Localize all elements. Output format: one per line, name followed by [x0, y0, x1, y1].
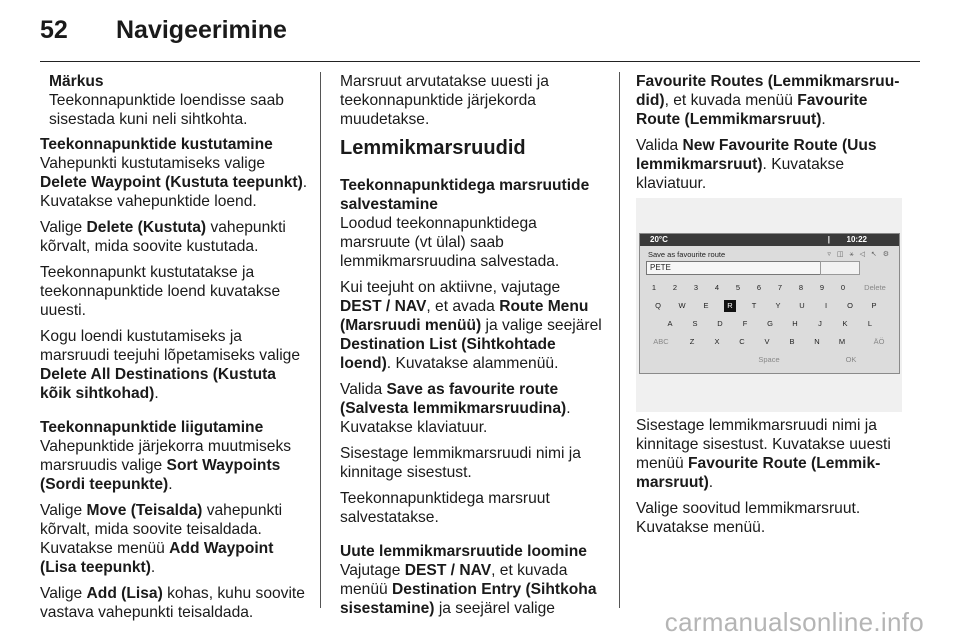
key-7[interactable]: 7: [777, 283, 783, 292]
keyboard-row-z: [640, 336, 899, 348]
paragraph: Teekonnapunkt kustutatakse ja teekonnapunktide loend kuvatakse uuesti.: [40, 264, 281, 319]
paragraph: Teekonnapunktidega marsruut salvestatakse.: [340, 490, 550, 526]
key-w[interactable]: W: [678, 301, 686, 310]
key-äö[interactable]: ÄÖ: [873, 337, 885, 346]
infotainment-display: [639, 233, 900, 374]
key-z[interactable]: Z: [689, 337, 695, 346]
header-rule: [40, 61, 920, 62]
key-space[interactable]: Space: [758, 355, 780, 364]
key-q[interactable]: Q: [655, 301, 661, 310]
section-heading: Uute lemmikmarsruutide loomine: [340, 543, 587, 560]
temperature: 20°C: [650, 235, 668, 244]
key-k[interactable]: K: [842, 319, 848, 328]
key-p[interactable]: P: [871, 301, 877, 310]
paragraph: Marsruut arvutatakse uuesti ja teekonnapunktide järjekorda muudetakse.: [340, 73, 549, 128]
paragraph: Valige Move (Teisalda) vahepunkti kõrvalt, mida soovite teisaldada. Kuvatakse menüü Add Waypoint (Lisa teepunkt).: [40, 502, 283, 576]
input-aux-box: [820, 261, 860, 275]
key-o[interactable]: O: [847, 301, 853, 310]
key-l[interactable]: L: [867, 319, 873, 328]
key-s[interactable]: S: [692, 319, 698, 328]
key-delete[interactable]: Delete: [864, 283, 886, 292]
key-5[interactable]: 5: [735, 283, 741, 292]
column-1: [40, 72, 308, 629]
keyboard-row-digits: [640, 282, 899, 294]
key-b[interactable]: B: [789, 337, 795, 346]
key-3[interactable]: 3: [693, 283, 699, 292]
key-d[interactable]: D: [717, 319, 723, 328]
key-f[interactable]: F: [742, 319, 748, 328]
paragraph: Vajutage DEST / NAV, et kuvada menüü Destination Entry (Sihtkoha sisestamine) ja seejärel valige: [340, 562, 597, 617]
key-n[interactable]: N: [814, 337, 820, 346]
status-bar: [640, 234, 899, 246]
column-divider: [619, 72, 620, 608]
key-0[interactable]: 0: [840, 283, 846, 292]
key-h[interactable]: H: [792, 319, 798, 328]
key-g[interactable]: G: [767, 319, 773, 328]
page-title: Navigeerimine: [116, 16, 287, 44]
section-heading: Teekonnapunktide kustutamine: [40, 136, 273, 153]
paragraph: Valige soovitud lemmikmarsruut. Kuvatakse menüü.: [636, 500, 861, 536]
paragraph: Valige Delete (Kustuta) vahepunkti kõrvalt, mida soovite kustutada.: [40, 219, 286, 255]
key-9[interactable]: 9: [819, 283, 825, 292]
watermark: carmanualsonline.info: [664, 607, 924, 637]
name-input[interactable]: PETE: [646, 261, 821, 275]
key-i[interactable]: I: [824, 301, 828, 310]
status-separator: |: [827, 235, 830, 244]
key-6[interactable]: 6: [756, 283, 762, 292]
section-title: Lemmikmarsruudid: [340, 137, 526, 159]
section-heading: Teekonnapunktidega marsruutide salvestamine: [340, 177, 590, 213]
key-v[interactable]: V: [764, 337, 770, 346]
column-divider: [320, 72, 321, 608]
note-box: [40, 72, 308, 129]
paragraph: Valida Save as favourite route (Salvesta lemmikmarsruudina). Kuvatakse klaviatuur.: [340, 381, 571, 436]
paragraph: Favourite Routes (Lemmikmarsruu-did), et kuvada menüü Favourite Route (Lemmikmarsruut).: [636, 73, 900, 128]
key-r[interactable]: R: [724, 300, 736, 312]
page-header: [40, 16, 287, 45]
key-c[interactable]: C: [739, 337, 745, 346]
key-m[interactable]: M: [838, 337, 846, 346]
paragraph: Sisestage lemmikmarsruudi nimi ja kinnitage sisestust. Kuvatakse uuesti menüü Favourite Route (Lemmik-marsruut).: [636, 417, 891, 491]
keyboard-row-space: [640, 354, 899, 366]
key-u[interactable]: U: [799, 301, 805, 310]
paragraph: Vahepunktide järjekorra muutmiseks marsruudis valige Sort Waypoints (Sordi teepunkte).: [40, 438, 292, 493]
key-2[interactable]: 2: [672, 283, 678, 292]
note-title: Märkus: [49, 73, 104, 90]
section-heading: Teekonnapunktide liigutamine: [40, 419, 264, 436]
paragraph: Kogu loendi kustutamiseks ja marsruudi teejuhi lõpetamiseks valige Delete All Destinations (Kustuta kõik sihtkohad).: [40, 328, 301, 402]
key-j[interactable]: J: [818, 319, 822, 328]
key-abc[interactable]: ABC: [653, 337, 669, 346]
paragraph: Vahepunkti kustutamiseks valige Delete Waypoint (Kustuta teepunkt). Kuvatakse vahepunktide loend.: [40, 155, 308, 210]
paragraph: Kui teejuht on aktiivne, vajutage DEST / NAV, et avada Route Menu (Marsruudi menüü) ja valige seejärel Destination List (Sihtkohtade loend). Kuvatakse alammenüü.: [340, 279, 602, 372]
paragraph: Valige Add (Lisa) kohas, kuhu soovite vastava vahepunkti teisaldada.: [40, 585, 305, 621]
keyboard-row-q: [640, 300, 899, 312]
key-y[interactable]: Y: [775, 301, 781, 310]
key-ok[interactable]: OK: [845, 355, 857, 364]
keyboard-screenshot: [636, 198, 902, 412]
status-icons: ▿ ◫ ⚹ ◁ ↖ ⚙: [827, 251, 891, 258]
key-x[interactable]: X: [714, 337, 720, 346]
paragraph: Loodud teekonnapunktidega marsruute (vt ülal) saab lemmikmarsruudina salvestada.: [340, 215, 560, 270]
key-a[interactable]: A: [667, 319, 673, 328]
paragraph: Sisestage lemmikmarsruudi nimi ja kinnitage sisestust.: [340, 445, 581, 481]
screen-title: Save as favourite route: [648, 250, 726, 259]
column-2: [340, 72, 602, 625]
page-number: 52: [40, 16, 68, 44]
key-1[interactable]: 1: [651, 283, 657, 292]
key-e[interactable]: E: [703, 301, 709, 310]
paragraph: Valida New Favourite Route (Uus lemmikmarsruut). Kuvatakse klaviatuur.: [636, 137, 877, 192]
key-8[interactable]: 8: [798, 283, 804, 292]
note-text: Teekonnapunktide loendisse saab sisestada kuni neli sihtkohta.: [49, 92, 284, 128]
key-t[interactable]: T: [751, 301, 757, 310]
keyboard-row-a: [640, 318, 899, 330]
clock: 10:22: [846, 235, 867, 244]
key-4[interactable]: 4: [714, 283, 720, 292]
